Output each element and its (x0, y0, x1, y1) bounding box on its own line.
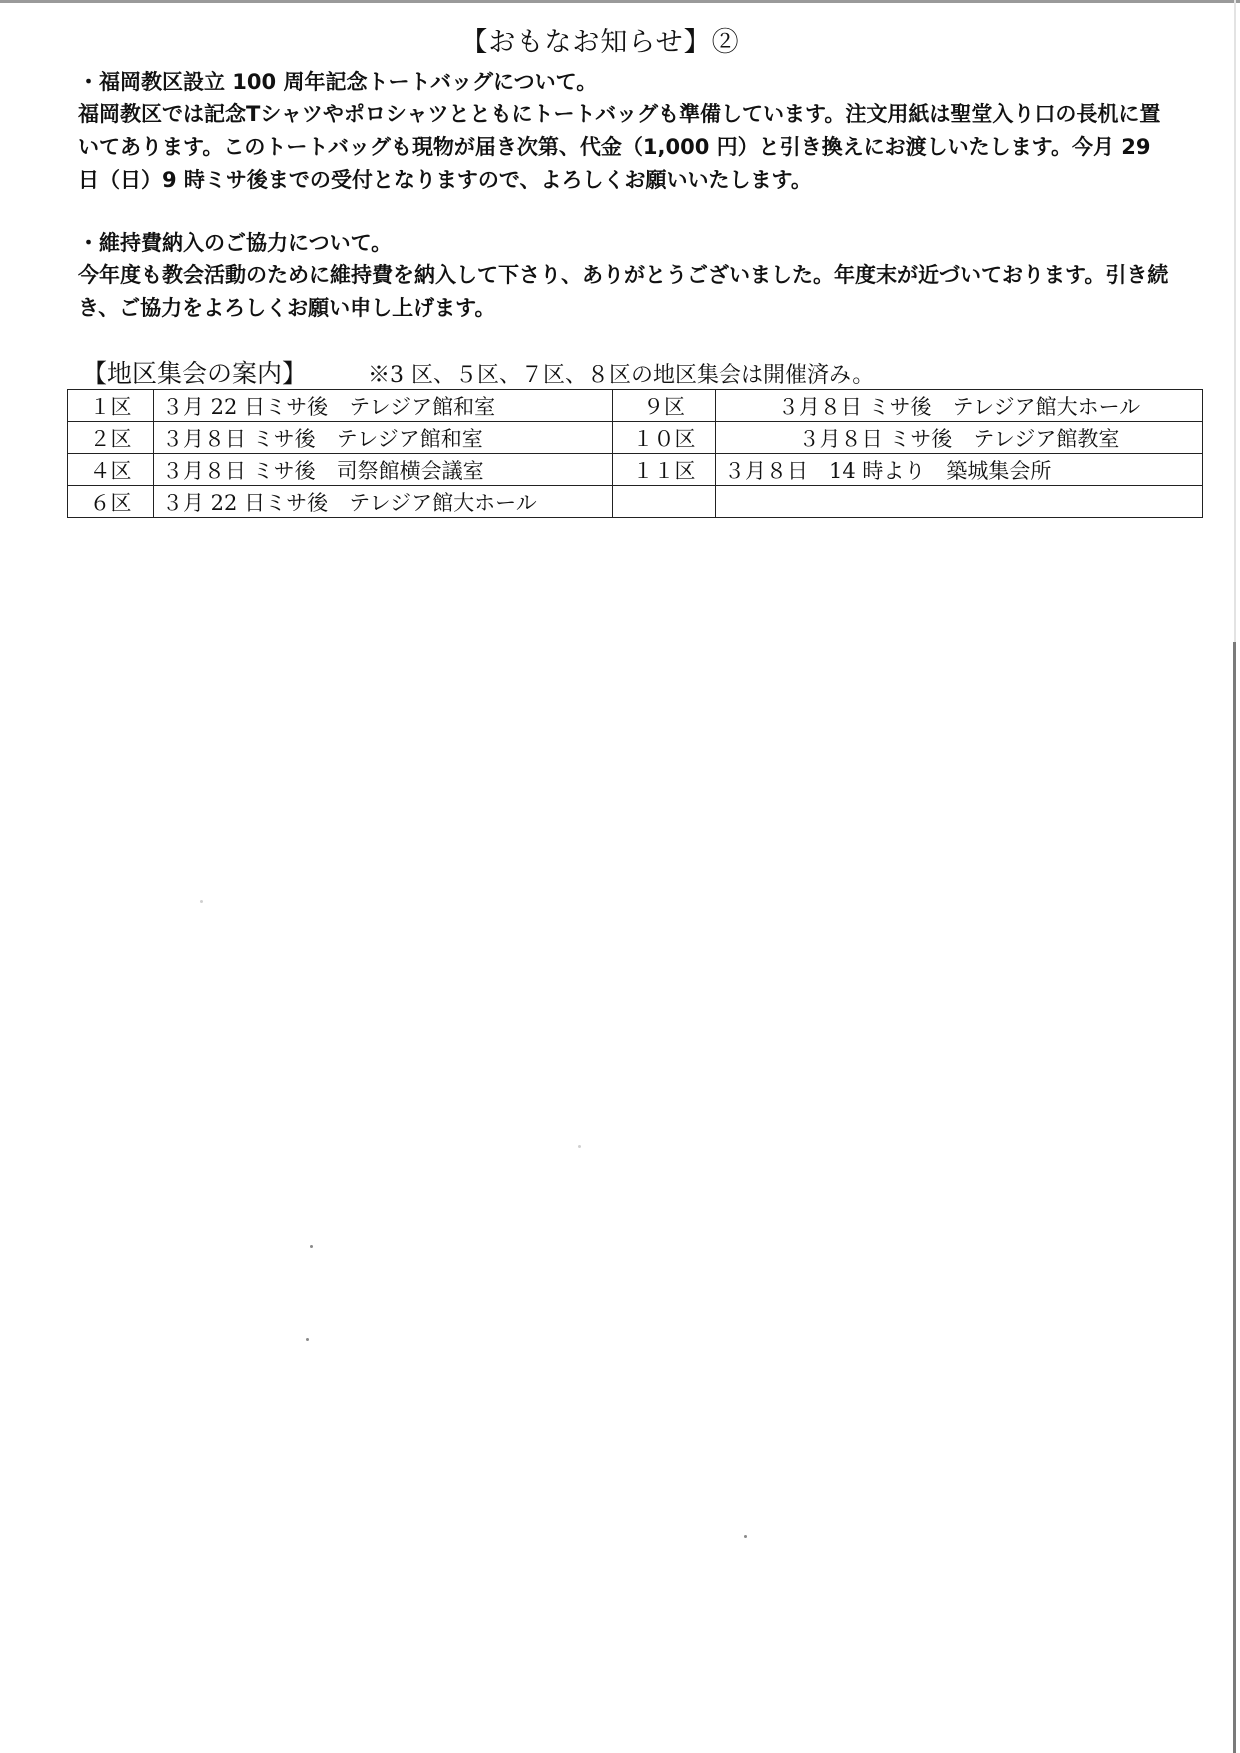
notice-maintenance-fee (78, 227, 1178, 325)
table-row (68, 390, 1203, 422)
scan-speck (200, 900, 203, 903)
scan-speck (578, 1145, 581, 1148)
district-cell (613, 486, 716, 518)
scan-speck (306, 1338, 309, 1341)
district-cell: １０区 (613, 422, 716, 454)
notice-heading: ・福岡教区設立 100 周年記念トートバッグについて。 (78, 70, 598, 94)
district-cell: ９区 (613, 390, 716, 422)
district-cell: １区 (68, 390, 154, 422)
table-row (68, 486, 1203, 518)
district-cell: ２区 (68, 422, 154, 454)
schedule-note: ※3 区、５区、７区、８区の地区集会は開催済み。 (368, 363, 875, 388)
page-right-edge (1234, 0, 1236, 642)
meeting-detail-cell (716, 486, 1203, 518)
page-top-border (0, 0, 1240, 3)
meeting-detail-cell: ３月８日 ミサ後 テレジア館和室 (154, 422, 613, 454)
meeting-detail-cell: ３月８日 ミサ後 テレジア館大ホール (716, 390, 1203, 422)
schedule-heading: 【地区集会の案内】 (82, 359, 308, 388)
meeting-detail-cell: ３月８日 ミサ後 テレジア館教室 (716, 422, 1203, 454)
meeting-detail-cell: ３月８日 14 時より 築城集会所 (716, 454, 1203, 486)
meeting-detail-cell: ３月８日 ミサ後 司祭館横会議室 (154, 454, 613, 486)
page-right-edge-shadow (1233, 642, 1236, 1753)
meeting-detail-cell: ３月 22 日ミサ後 テレジア館大ホール (154, 486, 613, 518)
notice-tote-bag (78, 66, 1178, 197)
district-meeting-table (67, 389, 1203, 518)
district-cell: ６区 (68, 486, 154, 518)
district-cell: １１区 (613, 454, 716, 486)
scan-speck (744, 1535, 747, 1538)
meeting-detail-cell: ３月 22 日ミサ後 テレジア館和室 (154, 390, 613, 422)
notice-body: 福岡教区では記念Tシャツやポロシャツとともにトートバッグも準備しています。注文用紙は聖堂入り口の長机に置いてあります。このトートバッグも現物が届き次第、代金（1,000 円）と引き換えにお渡しいたします。今月 29 日（日）9 時ミサ後までの受付となりますので、よろしくお願いいたします。 (78, 102, 1161, 192)
district-cell: ４区 (68, 454, 154, 486)
scan-speck (310, 1245, 313, 1248)
table-row (68, 454, 1203, 486)
notice-heading: ・維持費納入のご協力について。 (78, 231, 393, 255)
notice-body: 今年度も教会活動のために維持費を納入して下さり、ありがとうございました。年度末が近づいております。引き続き、ご協力をよろしくお願い申し上げます。 (78, 263, 1169, 320)
table-row (68, 422, 1203, 454)
page-title: 【おもなお知らせ】② (460, 27, 740, 58)
